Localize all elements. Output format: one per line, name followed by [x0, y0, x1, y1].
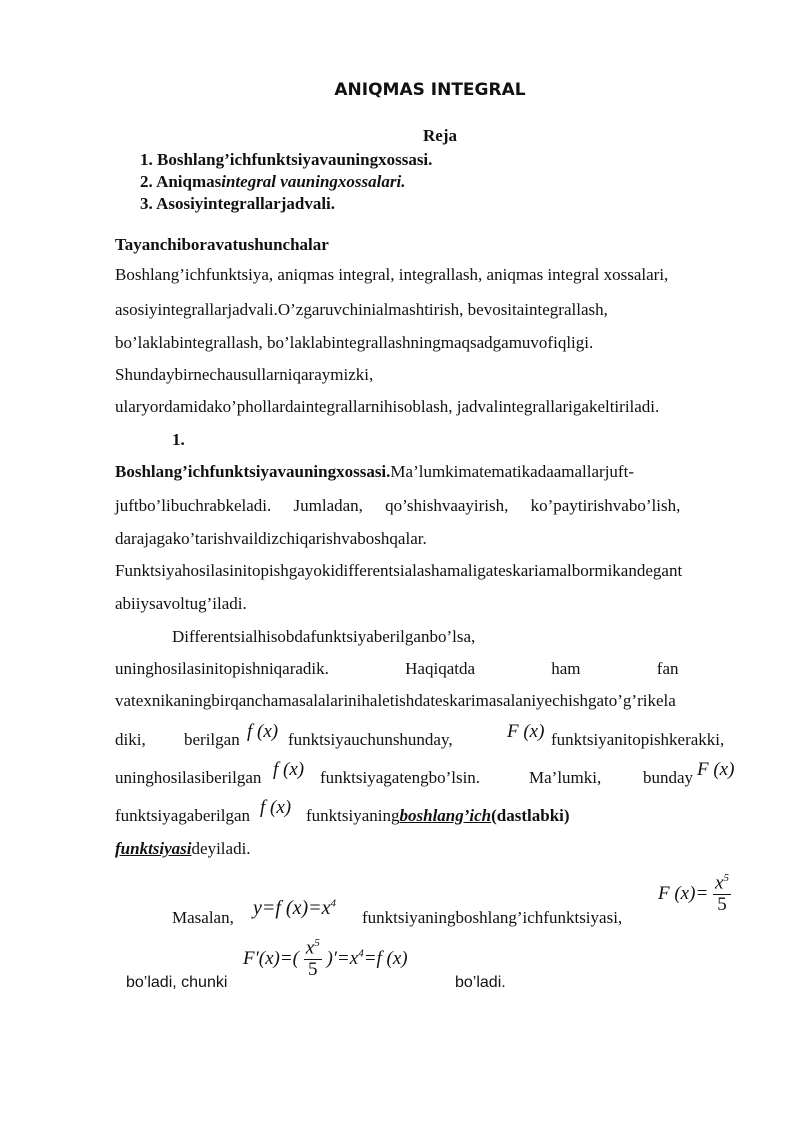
- para2-line-1: juftbo’libuchrabkeladi. Jumladan, qo’shishvaayirish, ko’paytirishvabo’lish,: [115, 496, 681, 515]
- diki-c: funktsiyauchunshunday,: [288, 730, 453, 749]
- math-text: y=f (x)=x: [253, 897, 331, 919]
- math-fraction: [304, 937, 322, 981]
- section-number: 1.: [172, 430, 185, 449]
- reja-item-text: Aniqmas: [156, 172, 222, 191]
- para1-line-1: [115, 266, 742, 283]
- para1-line-5: ularyordamidako’phollardaintegrallarnihisoblash, jadvalintegrallarigakeltiriladi.: [115, 397, 660, 416]
- reja-item-2: [140, 173, 405, 190]
- uning-c: Ma’lumki,: [529, 768, 602, 787]
- para3-line-1: Differentsialhisobdafunktsiyaberilganbo’lsa,: [172, 627, 476, 646]
- para3-line-3: vatexnikaningbirqanchamasalalarinihaletishdateskarimasalaniyechishgato’g’rikela: [115, 691, 676, 710]
- math-f-x: f (x): [273, 759, 305, 780]
- math-sup: 5: [723, 872, 729, 884]
- math-derivative: [243, 937, 408, 981]
- diki-d: funktsiyanitopishkerakki,: [551, 730, 725, 749]
- math-text: x: [305, 937, 315, 959]
- math-num: [304, 937, 322, 960]
- para2-line-3: Funktsiyahosilasinitopishgayokidifferentsialashamaligateskariamalbormikandegant: [115, 561, 683, 580]
- math-den: 5: [717, 894, 727, 916]
- math-sup: 4: [330, 897, 336, 910]
- func-b: [306, 807, 570, 824]
- reja-item-num: 1.: [140, 150, 153, 169]
- uning-b: funktsiyagatengbo’lsin.: [320, 768, 481, 787]
- para1-line-2: asosiyintegrallarjadvali.O’zgaruvchinialmashtirish, bevositaintegrallash,: [115, 300, 608, 319]
- math-F-x: F (x): [507, 721, 545, 742]
- page-title: ANIQMAS INTEGRAL: [334, 80, 526, 100]
- math-text: )′=x: [326, 948, 359, 970]
- math-sup: 5: [314, 937, 320, 949]
- math-text: =f (x): [363, 948, 408, 970]
- masalan-label: Masalan,: [172, 908, 234, 927]
- diki-b: berilgan: [184, 730, 240, 749]
- func-a: funktsiyagaberilgan: [115, 806, 251, 825]
- para1-line-4: Shundaybirnechausullarniqaraymizki,: [115, 365, 374, 384]
- section-heading-line: [115, 463, 634, 480]
- diki-a: diki,: [115, 730, 146, 749]
- math-tail: [326, 948, 407, 969]
- math-F-def: [658, 872, 731, 916]
- text-line: Boshlang’ichfunktsiya, aniqmas integral, integrallash, aniqmas integral xossalari,: [115, 265, 669, 284]
- text: funktsiyaning: [306, 806, 400, 825]
- boladi-chunki: bo’ladi, chunki: [126, 974, 228, 991]
- reja-item-text: Boshlang’ichfunktsiyavauningxossasi.: [157, 150, 433, 169]
- uning-d: bunday: [643, 768, 694, 787]
- math-num: [713, 872, 731, 895]
- math-text: F′(x)=(: [243, 948, 299, 970]
- para1-line-3: bo’laklabintegrallash, bo’laklabintegrallashningmaqsadgamuvofiqligi.: [115, 333, 594, 352]
- reja-item-italic: integral vauningxossalari.: [221, 172, 406, 191]
- reja-item-1: [140, 151, 432, 168]
- masalan-text: funktsiyaningboshlang’ichfunktsiyasi,: [362, 908, 623, 927]
- para2-line-2: darajagako’tarishvaildizchiqarishvaboshqalar.: [115, 529, 427, 548]
- math-den: 5: [307, 959, 318, 981]
- reja-item-num: 3.: [140, 194, 153, 213]
- math-text: F (x)=: [658, 883, 709, 905]
- math-y-def: [253, 897, 336, 920]
- math-f-x: f (x): [260, 797, 292, 818]
- term-funktsiyasi: funktsiyasi: [115, 839, 192, 858]
- reja-item-text: Asosiyintegrallarjadvali.: [156, 194, 336, 213]
- tayanch-heading: Tayanchiboravatushunchalar: [115, 235, 329, 254]
- term-dastlabki: (dastlabki): [491, 806, 570, 825]
- para2-line-4: abiiysavoltug’iladi.: [115, 594, 247, 613]
- section-heading: Boshlang’ichfunktsiyavauningxossasi.: [115, 462, 391, 481]
- deyiladi-line: [115, 840, 251, 857]
- math-sup: 4: [358, 947, 364, 960]
- math-F-x: F (x): [697, 759, 735, 780]
- term-boshlangich: boshlang’ich: [399, 806, 492, 825]
- boladi-end: bo’ladi.: [455, 974, 506, 991]
- math-f-x: f (x): [247, 721, 279, 742]
- reja-item-num: 2.: [140, 172, 153, 191]
- reja-item-3: [140, 195, 335, 212]
- math-fraction: [713, 872, 731, 916]
- text: deyiladi.: [191, 839, 251, 858]
- para3-line-2: uninghosilasinitopishniqaradik. Haqiqatda ham fan: [115, 659, 679, 678]
- section-text-start: Ma’lumkimatematikadaamallarjuft-: [390, 462, 634, 481]
- reja-heading: Reja: [423, 126, 457, 145]
- math-text: x: [715, 872, 724, 894]
- uning-a: uninghosilasiberilgan: [115, 768, 262, 787]
